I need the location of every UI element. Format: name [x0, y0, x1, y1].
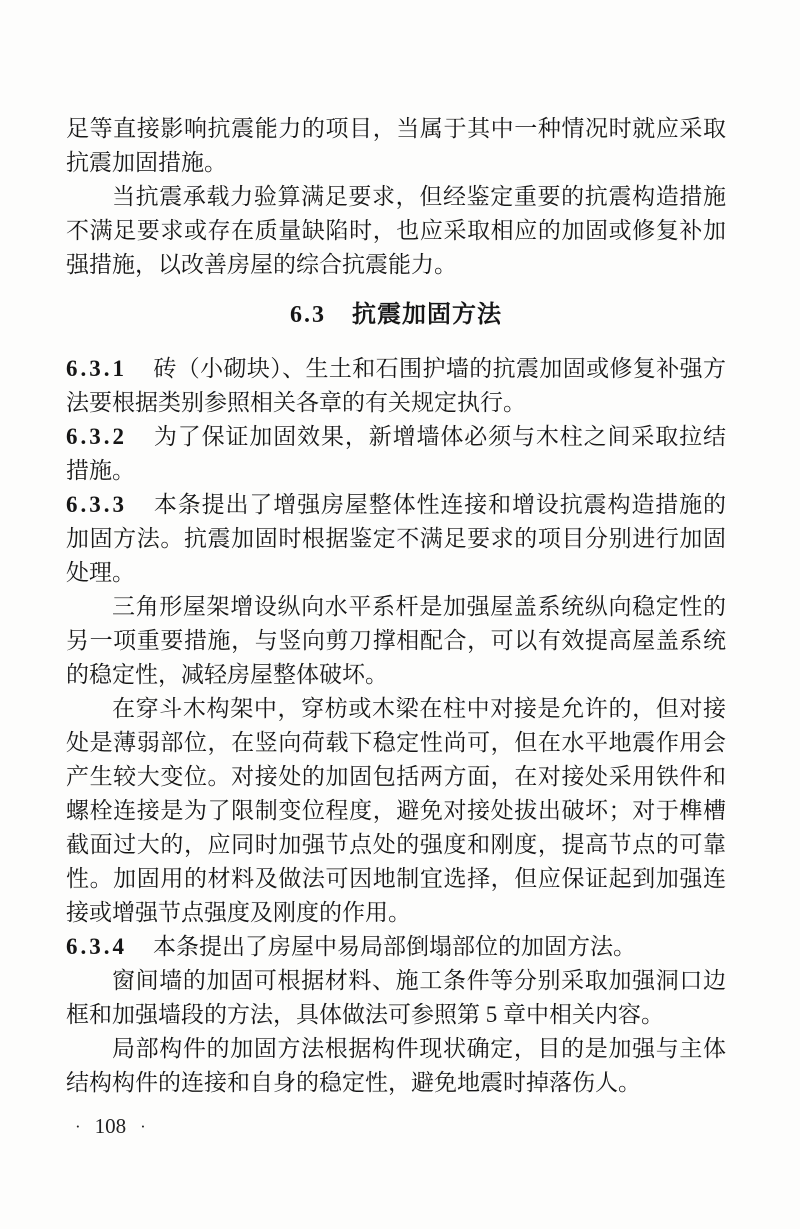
clause-number: 6.3.2 [66, 424, 127, 449]
body-paragraph: 三角形屋架增设纵向水平系杆是加强屋盖系统纵向稳定性的另一项重要措施，与竖向剪刀撑相配合，可以有效提高屋盖系统的稳定性，减轻房屋整体破坏。 [66, 594, 726, 687]
page-footer [75, 1114, 146, 1139]
section-number: 6.3 [290, 302, 326, 328]
continuation-paragraph: 足等直接影响抗震能力的项目，当属于其中一种情况时就应采取抗震加固措施。 [66, 116, 726, 175]
clause-paragraph-6-3-1 [66, 352, 726, 420]
clause-text: 为了保证加固效果，新增墙体必须与木柱之间采取拉结措施。 [66, 424, 726, 483]
body-paragraph: 当抗震承载力验算满足要求，但经鉴定重要的抗震构造措施不满足要求或存在质量缺陷时，也应采取相应的加固或修复补加强措施，以改善房屋的综合抗震能力。 [66, 184, 726, 277]
body-paragraph: 在穿斗木构架中，穿枋或木梁在柱中对接是允许的，但对接处是薄弱部位，在竖向荷载下稳定性尚可，但在水平地震作用会产生较大变位。对接处的加固包括两方面，在对接处采用铁件和螺栓连接是为了限制变位程度，避免对接处拔出破坏；对于榫槽截面过大的，应同时加强节点处的强度和刚度，提高节点的可靠性。加固用的材料及做法可因地制宜选择，但应保证起到加强连接或增强节点强度及刚度的作用。 [66, 696, 726, 925]
clause-paragraph-6-3-4 [66, 930, 726, 964]
clause-number: 6.3.4 [66, 934, 127, 959]
clause-text: 本条提出了房屋中易局部倒塌部位的加固方法。 [153, 934, 636, 959]
clause-paragraph-6-3-3 [66, 488, 726, 590]
clause-paragraph-6-3-2 [66, 420, 726, 488]
body-paragraph: 局部构件的加固方法根据构件现状确定，目的是加强与主体结构构件的连接和自身的稳定性，避免地震时掉落伤人。 [66, 1036, 726, 1095]
clause-text: 砖（小砌块）、生土和石围护墙的抗震加固或修复补强方法要根据类别参照相关各章的有关规定执行。 [66, 356, 726, 415]
section-title: 抗震加固方法 [352, 301, 502, 328]
body-paragraph: 窗间墙的加固可根据材料、施工条件等分别采取加强洞口边框和加强墙段的方法，具体做法可参照第 5 章中相关内容。 [66, 968, 726, 1027]
clause-number: 6.3.3 [66, 492, 127, 517]
page-content [66, 112, 726, 1100]
footer-dot-left: · [75, 1117, 81, 1136]
clause-number: 6.3.1 [66, 356, 127, 381]
section-heading [66, 298, 726, 332]
clause-text: 本条提出了增强房屋整体性连接和增设抗震构造措施的加固方法。抗震加固时根据鉴定不满足要求的项目分别进行加固处理。 [66, 492, 726, 585]
footer-dot-right: · [140, 1117, 146, 1136]
page-number: 108 [94, 1114, 127, 1138]
